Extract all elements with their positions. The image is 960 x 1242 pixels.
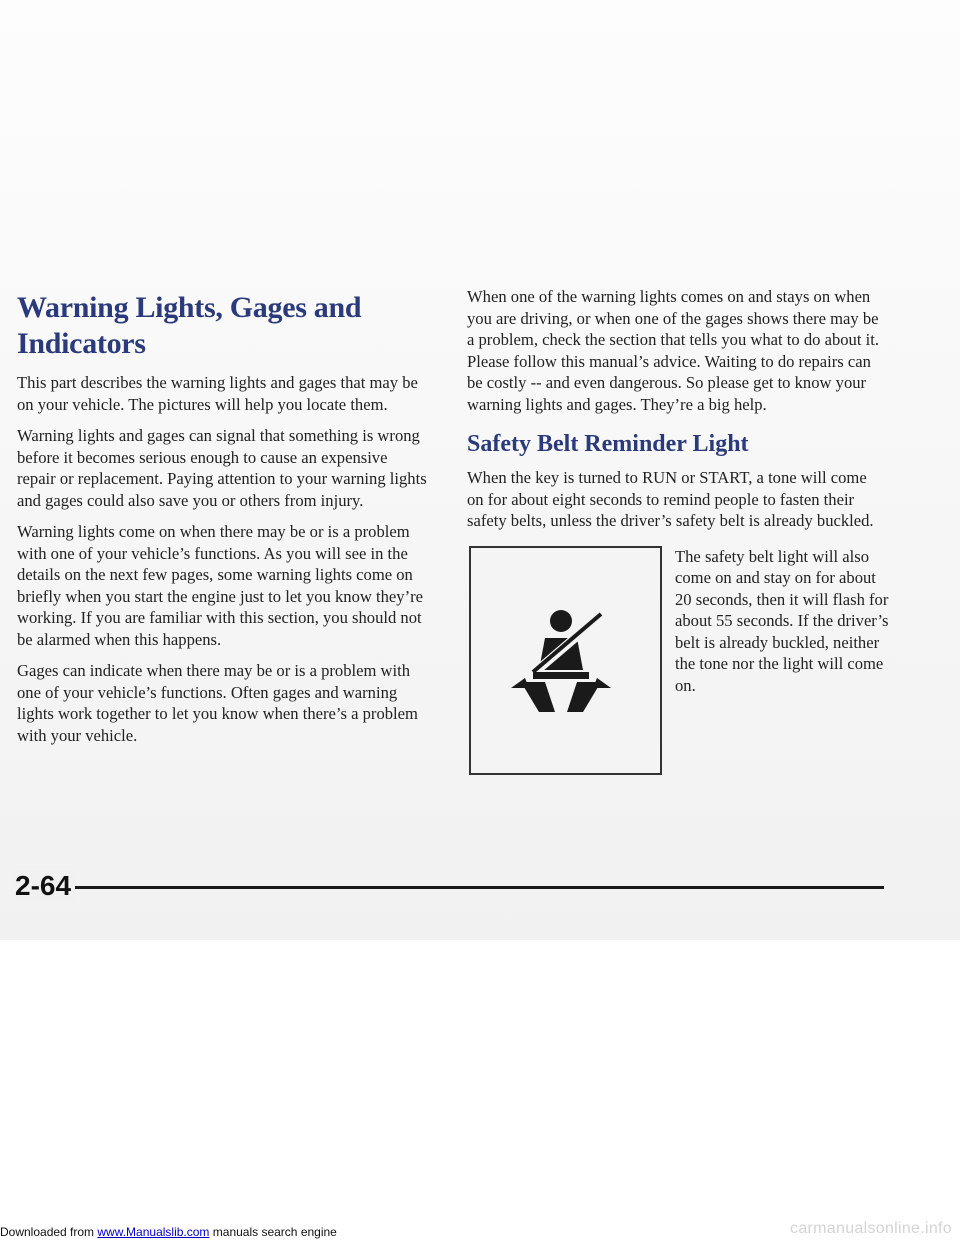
paragraph-intro: This part describes the warning lights and gages that may be on your vehicle. The pictures will help you locate them. <box>17 373 418 414</box>
manualslib-link[interactable]: www.Manualslib.com <box>97 1225 210 1239</box>
banner-suffix: manuals search engine <box>209 1225 337 1239</box>
safety-belt-figure <box>467 546 887 781</box>
page-number: 2-64 <box>15 870 75 902</box>
left-column <box>17 290 427 756</box>
paragraph-safety-belt: When the key is turned to RUN or START, a tone will come on for about eight seconds to remind people to fasten their safety belts, unless the driver’s safety belt is already buckled. <box>467 468 874 530</box>
download-banner <box>0 1225 337 1239</box>
figure-frame <box>469 546 662 775</box>
paragraph-when-warning: When one of the warning lights comes on and stays on when you are driving, or when one of the gages shows there may be a problem, check the section that tells you what to do about it. Please follow this manual’s advice. Waiting to do repairs can be costly -- and even dangerous. So please get to know your warning lights and gages. They’re a big help. <box>467 287 879 414</box>
right-column <box>467 286 887 781</box>
banner-prefix: Downloaded from <box>0 1225 98 1239</box>
paragraph-signal: Warning lights and gages can signal that something is wrong before it becomes serious enough to cause an expensive repair or replacement. Paying attention to your warning lights and gages could also save you or others from injury. <box>17 426 427 510</box>
section-title: Warning Lights, Gages and Indicators <box>17 291 362 360</box>
paragraph-gages: Gages can indicate when there may be or is a problem with one of your vehicle’s functions. Often gages and warning lights work together to let you know when there’s a problem with your vehicle. <box>17 661 418 745</box>
paragraph-warning-lights: Warning lights come on when there may be or is a problem with one of your vehicle’s functions. As you will see in the details on the next few pages, some warning lights come on briefly when you start the engine just to let you know they’re working. If you are familiar with this section, you should not be alarmed when this happens. <box>17 522 423 649</box>
footer-rule <box>62 886 884 889</box>
safety-belt-reminder-icon <box>511 608 621 718</box>
figure-caption: The safety belt light will also come on and stay on for about 20 seconds, then it will flash for about 55 seconds. If the driver’s belt is already buckled, neither the tone nor the light will come on. <box>675 546 889 695</box>
subsection-title: Safety Belt Reminder Light <box>467 431 749 457</box>
watermark: carmanualsonline.info <box>790 1220 952 1237</box>
